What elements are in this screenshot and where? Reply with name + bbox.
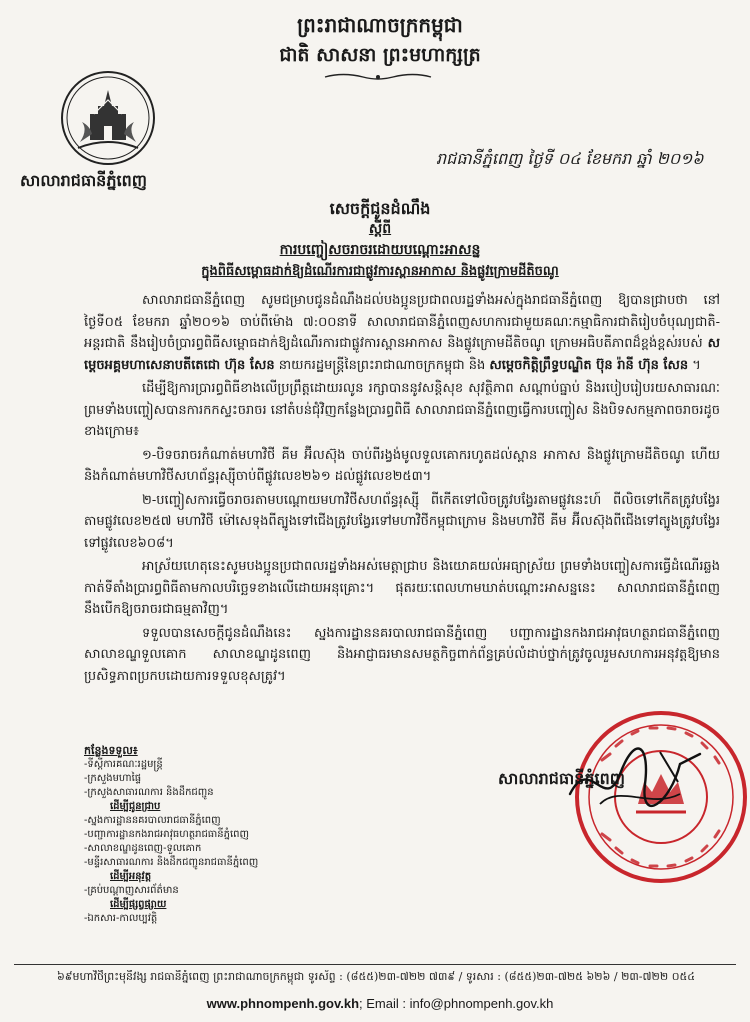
- recipient-item: -ក្រសួងមហាផ្ទៃ: [84, 773, 142, 784]
- paragraph-2: ដើម្បីឱ្យការប្រារព្ធពិធីខាងលើប្រព្រឹត្តដោយរលូន រក្សាបាននូវសន្តិសុខ សុវត្ថិភាព សណ្តាប់ធ្នាប់ និងរបៀបរៀបរយសាធារណៈ ព្រមទាំងបញ្ចៀសបានការកកស្ទះចរាចរ នៅតំបន់ជុំវិញកន្លែងប្រារព្ធពិធី សាលារាជធានីភ្នំពេញធ្វើការបញ្ចៀស និងបិទសកម្មភាពចរាចរដូចខាងក្រោម៖: [84, 381, 720, 439]
- recipient-item: -ឯកសារ-កាលប្បវត្តិ: [84, 913, 158, 924]
- signing-authority: សាលារាជធានីភ្នំពេញ: [498, 769, 625, 788]
- footer-divider: [14, 964, 736, 965]
- recipient-item: -ក្រសួងសាធារណការ និងដឹកជញ្ជូន: [84, 787, 214, 798]
- footer-address: ៦៩មហាវិថីព្រះមុនីវង្ស រាជធានីភ្នំពេញ ព្រះរាជាណាចក្រកម្ពុជា ទូរស័ព្ទ : (៨៥៥)២៣-៧២២ ៧៣៩ / ទូរសារ : (៨៥៥)២៣-៧២៥ ៦២៦ / ២៣-៧២២ ០៥៤: [56, 970, 696, 983]
- document-subject-detail: ក្នុងពិធីសម្ពោធដាក់ឱ្យដំណើរការជាផ្លូវការស្ពានអាកាស និងផ្លូវក្រោមដីតិចណូ: [201, 264, 559, 279]
- paragraph-4: ២-បញ្ចៀសការធ្វើចរាចរតាមបណ្តោយមហាវិថីសហព័ន្ធរុស្ស៊ី ពីកើតទៅលិចត្រូវបង្វែរតាមផ្លូវនេះហ៍ ពីលិចទៅកើតត្រូវបង្វែរតាមផ្លូវលេខ២៥៧ មហាវិថី ម៉ៅសេទុងពីត្បូងទៅជើងត្រូវបង្វែរទៅមហាវិថីកម្ពុជាក្រោម និងមហាវិថី គីម អ៊ីលស៊ុងពីជើងទៅត្បូងត្រូវបង្វែរទៅផ្លូវលេខ៦០៨។: [84, 492, 720, 551]
- letterhead: [200, 10, 560, 70]
- recipient-item: -ទីស្តីការគណៈរដ្ឋមន្ត្រី: [84, 759, 163, 770]
- website-link[interactable]: www.phnompenh.gov.kh: [206, 996, 360, 1011]
- kingdom-name: ព្រះរាជាណាចក្រកម្ពុជា: [297, 13, 463, 37]
- national-motto: ជាតិ សាសនា ព្រះមហាក្សត្រ: [279, 44, 481, 66]
- recipient-item: -គ្រប់បណ្តាញសារព័ត៌មាន: [84, 885, 179, 896]
- recipient-purpose: ដើម្បីជូនជ្រាប: [110, 801, 161, 812]
- recipients-list: [84, 744, 314, 926]
- honoree-1: សម្តេចអគ្គមហាសេនាបតីតេជោ ហ៊ុន សែន: [84, 336, 720, 373]
- recipients-heading: កន្លែងទទួល៖: [84, 744, 138, 757]
- signature-icon: [560, 734, 710, 824]
- ornament-divider-icon: [323, 72, 433, 82]
- document-title-block: [150, 198, 610, 282]
- paragraph-6: ទទួលបានសេចក្តីជូនដំណឹងនេះ ស្នងការដ្ឋាននគរបាលរាជធានីភ្នំពេញ បញ្ជាការដ្ឋានកងរាជអាវុធហត្ថរាជធានីភ្នំពេញ សាលាខណ្ឌទួលគោក សាលាខណ្ឌដូនពេញ និងអាជ្ញាធរមានសមត្ថកិច្ចពាក់ព័ន្ធគ្រប់លំដាប់ថ្នាក់ត្រូវចូលរួមសហការអនុវត្តឱ្យមានប្រសិទ្ធភាពប្រកបដោយការទទួលខុសត្រូវ។: [84, 625, 720, 684]
- recipient-purpose: ដើម្បីផ្សព្វផ្សាយ: [110, 899, 167, 910]
- honoree-2: សម្តេចកិត្តិព្រឹទ្ធបណ្ឌិត ប៊ុន រ៉ានី ហ៊ុន សែន: [489, 357, 689, 373]
- document-title: សេចក្តីជូនដំណឹង: [329, 199, 431, 218]
- recipient-purpose: ដើម្បីអនុវត្ត: [110, 871, 152, 882]
- issuing-authority: សាលារាជធានីភ្នំពេញ: [20, 171, 147, 190]
- recipient-item: -ស្នងការដ្ឋាននគរបាលរាជធានីភ្នំពេញ: [84, 815, 221, 826]
- paragraph-1: សាលារាជធានីភ្នំពេញ សូមជម្រាបជូនដំណឹងដល់បងប្អូនប្រជាពលរដ្ឋទាំងអស់ក្នុងរាជធានីភ្នំពេញ ឱ្យបានជ្រាបថា នៅថ្ងៃទី០៥ ខែមករា ឆ្នាំ២០១៦ ចាប់ពីម៉ោង ៧:០០នាទី សាលារាជធានីភ្នំពេញសហការជាមួយគណៈកម្មាធិការជាតិរៀបចំបុណ្យជាតិ-អន្តរជាតិ នឹងរៀបចំប្រារព្ធពិធីសម្ពោធដាក់ឱ្យដំណើរការជាផ្លូវការស្ពានអាកាស និងផ្លូវក្រោមដីតិចណូ ក្រោមអធិបតីភាពដ៏ខ្ពង់ខ្ពស់របស់ សម្តេចអគ្គមហាសេនាបតីតេជោ ហ៊ុន សែន នាយករដ្ឋមន្ត្រីនៃព្រះរាជាណាចក្រកម្ពុជា និង សម្តេចកិត្តិព្រឹទ្ធបណ្ឌិត ប៊ុន រ៉ានី ហ៊ុន សែន ។: [84, 293, 720, 373]
- recipient-item: -មន្ទីរសាធារណការ និងដឹកជញ្ជូនរាជធានីភ្នំពេញ: [84, 857, 259, 868]
- municipality-emblem-icon: [60, 70, 156, 166]
- document-subject: ការបញ្ចៀសចរាចរដោយបណ្តោះអាសន្ន: [279, 242, 481, 258]
- date-line: រាជធានីភ្នំពេញ ថ្ងៃទី ០៤ ខែមករា ឆ្នាំ ២០១៦: [436, 149, 704, 168]
- footer-contact: www.phnompenh.gov.kh; Email : info@phnompenh.gov.kh: [206, 996, 554, 1011]
- paragraph-5: អាស្រ័យហេតុនេះសូមបងប្អូនប្រជាពលរដ្ឋទាំងអស់មេត្តាជ្រាប និងយោគយល់អធ្យាស្រ័យ ព្រមទាំងបញ្ចៀសការធ្វើដំណើរឆ្លងកាត់ទីតាំងប្រារព្ធពិធីតាមកាលបរិច្ឆេទខាងលើដោយអនុគ្រោះ។ ផុតរយៈពេលហាមឃាត់បណ្តោះអាសន្ននេះ សាលារាជធានីភ្នំពេញនឹងបើកឱ្យចរាចរជាធម្មតាវិញ។: [84, 559, 720, 617]
- recipient-item: -បញ្ជាការដ្ឋានកងរាជអាវុធហត្ថរាជធានីភ្នំពេញ: [84, 829, 250, 840]
- document-subject-label: ស្តីពី: [368, 221, 392, 237]
- paragraph-3: ១-បិទចរាចរកំណាត់មហាវិថី គីម អ៊ីលស៊ុង ចាប់ពីរង្វង់មូលទួលគោករហូតដល់ស្ពាន អាកាស និងផ្លូវក្រោមដីតិចណូ ហើយនិងកំណាត់មហាវិថីសហព័ន្ធរុស្ស៊ីចាប់ពីផ្លូវលេខ២៦១ ដល់ផ្លូវលេខ២៥៣។: [84, 447, 720, 484]
- email-link[interactable]: info@phnompenh.gov.kh: [409, 996, 554, 1011]
- document-body: [84, 290, 720, 689]
- recipient-item: -សាលាខណ្ឌដូនពេញ-ទួលគោក: [84, 843, 202, 854]
